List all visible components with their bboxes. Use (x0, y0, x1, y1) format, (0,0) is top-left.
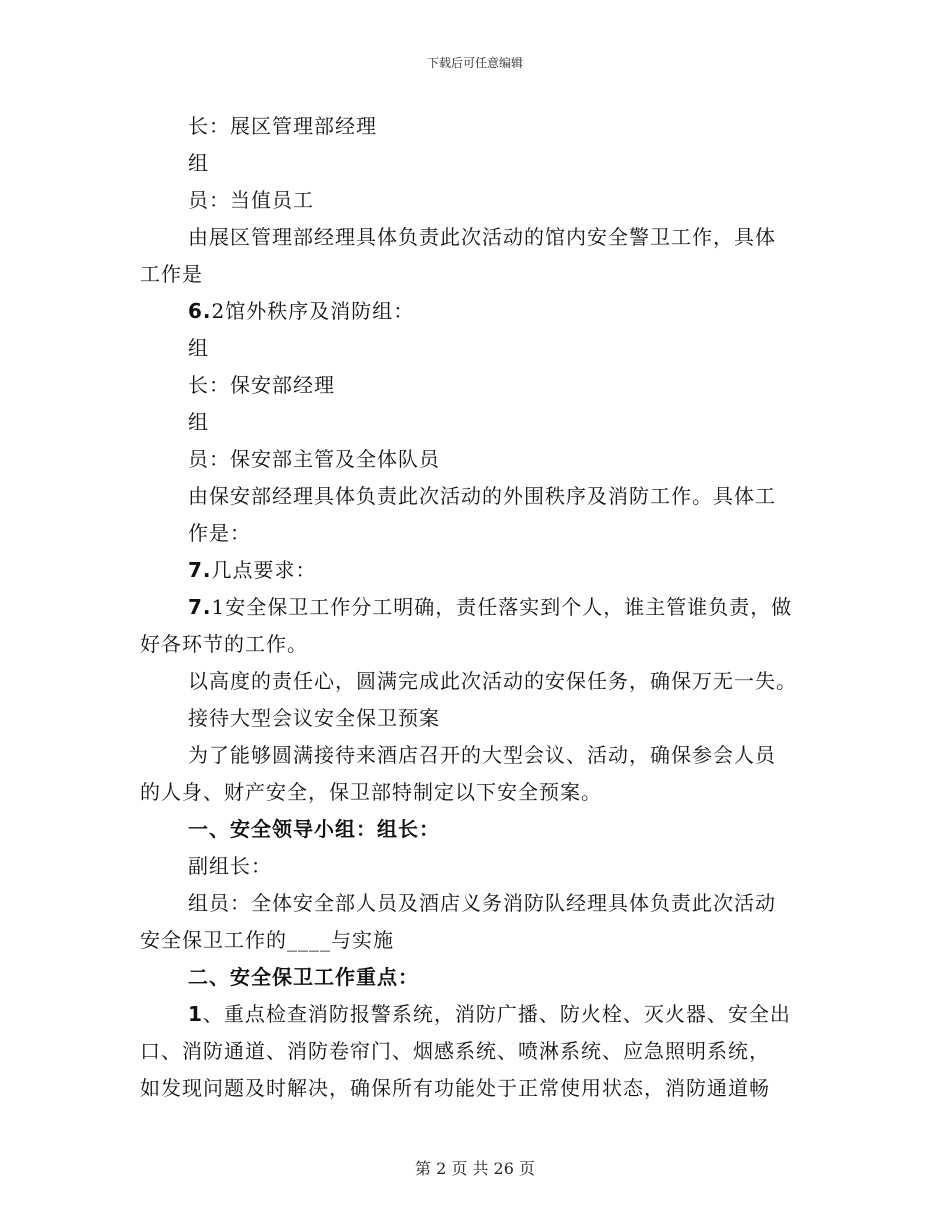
line-text: 安全保卫工作的____与实施 (140, 928, 394, 952)
line-text: 员：当值员工 (188, 188, 314, 212)
text-line (140, 441, 810, 478)
page-header: 下载后可任意编辑 (426, 56, 523, 70)
text-line (140, 330, 810, 367)
text-line (140, 145, 810, 182)
text-line (140, 515, 810, 552)
line-text: 几点要求： (211, 558, 317, 582)
line-text: 长：展区管理部经理 (188, 114, 377, 138)
line-text: 由保安部经理具体负责此次活动的外围秩序及消防工作。具体工 (188, 484, 776, 508)
text-line (140, 589, 810, 626)
text-line (140, 367, 810, 404)
line-text: 接待大型会议安全保卫预案 (188, 706, 440, 730)
text-line (140, 700, 810, 737)
line-text: 2馆外秩序及消防组： (211, 299, 415, 323)
line-text: 为了能够圆满接待来酒店召开的大型会议、活动，确保参会人员 (188, 743, 776, 767)
text-line (140, 737, 810, 774)
line-text: 如发现问题及时解决，确保所有功能处于正常使用状态，消防通道畅 (140, 1076, 770, 1100)
text-line (140, 478, 810, 515)
text-line (140, 552, 810, 589)
line-text: 、重点检查消防报警系统，消防广播、防火栓、灭火器、安全出 (202, 1002, 791, 1026)
line-text: 组 (188, 410, 209, 434)
text-line (140, 626, 810, 663)
line-text: 作是： (188, 521, 251, 545)
text-line (140, 182, 810, 219)
line-text: 口、消防通道、消防卷帘门、烟感系统、喷淋系统、应急照明系统， (140, 1039, 770, 1063)
line-text: 组 (188, 336, 209, 360)
text-line (140, 959, 810, 996)
list-number: 6. (188, 299, 212, 323)
line-text: 以高度的责任心，圆满完成此次活动的安保任务，确保万无一失。 (188, 669, 797, 693)
list-number: 1 (188, 1002, 203, 1026)
text-line (140, 811, 810, 848)
text-line (140, 108, 810, 145)
line-text: 1安全保卫工作分工明确，责任落实到个人，谁主管谁负责，做 (211, 595, 793, 619)
text-line (140, 219, 810, 256)
text-line (140, 663, 810, 700)
line-text: 一、安全领导小组：组长： (188, 817, 440, 841)
text-line (140, 774, 810, 811)
text-line (140, 256, 810, 293)
line-text: 二、安全保卫工作重点： (188, 965, 419, 989)
document-body (140, 108, 810, 1107)
line-text: 由展区管理部经理具体负责此次活动的馆内安全警卫工作，具体 (188, 225, 776, 249)
text-line (140, 404, 810, 441)
line-text: 好各环节的工作。 (140, 632, 308, 656)
text-line (140, 1033, 810, 1070)
list-number: 7. (188, 558, 212, 582)
line-text: 组 (188, 151, 209, 175)
line-text: 员：保安部主管及全体队员 (188, 447, 440, 471)
page-footer: 第 2 页 共 26 页 (415, 1159, 535, 1178)
text-line (140, 1070, 810, 1107)
line-text: 副组长： (188, 854, 272, 878)
text-line (140, 922, 810, 959)
text-line (140, 885, 810, 922)
line-text: 的人身、财产安全，保卫部特制定以下安全预案。 (140, 780, 602, 804)
text-line (140, 293, 810, 330)
text-line (140, 996, 810, 1033)
line-text: 长：保安部经理 (188, 373, 335, 397)
text-line (140, 848, 810, 885)
line-text: 工作是 (140, 262, 203, 286)
line-text: 组员：全体安全部人员及酒店义务消防队经理具体负责此次活动 (188, 891, 776, 915)
list-number: 7. (188, 595, 212, 619)
